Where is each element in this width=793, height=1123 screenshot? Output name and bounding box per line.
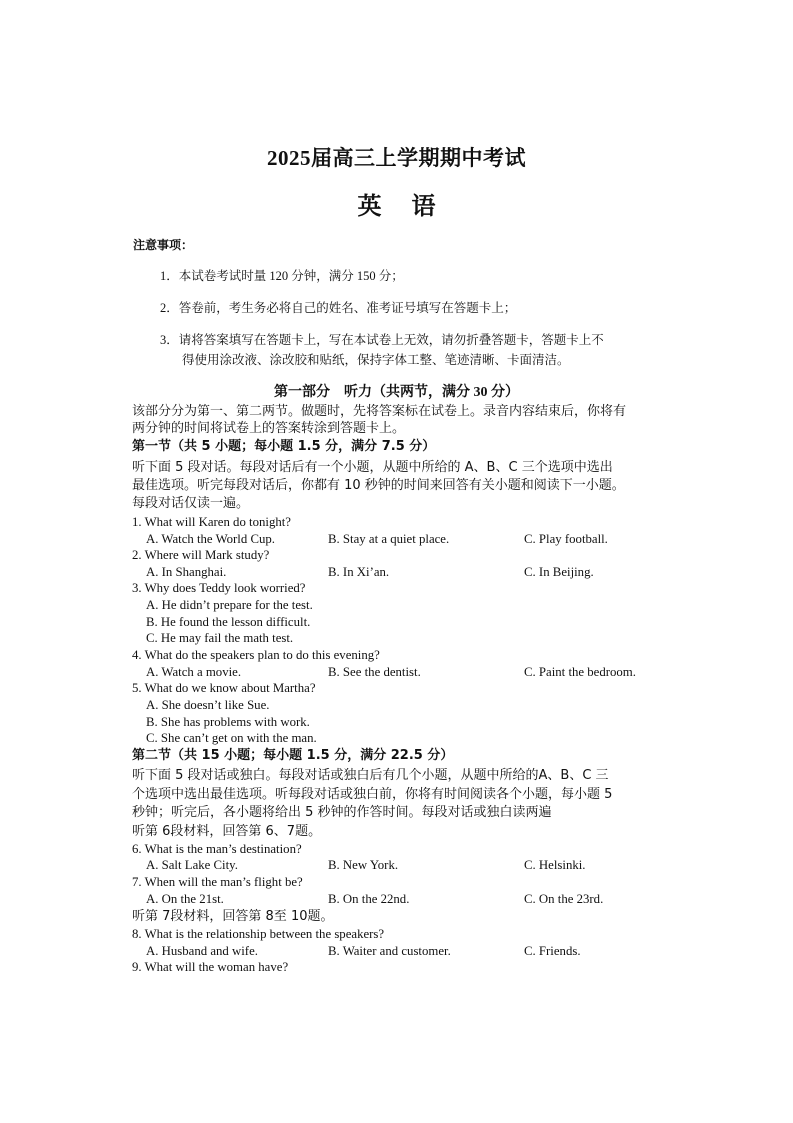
option-a: A. She doesn’t like Sue. [146, 698, 270, 712]
question-stem: 8. What is the relationship between the speakers? [132, 927, 385, 941]
section-intro: 每段对话仅读一遍。 [132, 496, 250, 511]
option-c: C. Paint the bedroom. [524, 665, 636, 679]
option-a: A. On the 21st. [146, 892, 224, 906]
question-stem: 2. Where will Mark study? [132, 548, 270, 562]
option-b: B. See the dentist. [328, 665, 421, 679]
part-heading: 第一部分 听力（共两节，满分 30 分） [274, 385, 519, 400]
option-a: A. He didn’t prepare for the test. [146, 598, 313, 612]
exam-subject: 英语 [357, 194, 466, 220]
section-intro: 个选项中选出最佳选项。听每段对话或独白前，你将有时间阅读各个小题，每小题 5 [132, 787, 613, 802]
option-a: A. In Shanghai. [146, 565, 227, 579]
notice-item: 1．本试卷考试时量 120 分钟，满分 150 分； [160, 269, 404, 283]
notice-item [160, 330, 680, 370]
option-b: B. She has problems with work. [146, 715, 310, 729]
question-stem: 7. When will the man’s flight be? [132, 875, 303, 889]
option-b: B. On the 22nd. [328, 892, 410, 906]
question-stem: 3. Why does Teddy look worried? [132, 581, 306, 595]
option-c: C. Helsinki. [524, 858, 586, 872]
option-c: C. Friends. [524, 944, 581, 958]
notice-heading: 注意事项： [133, 238, 194, 252]
section-intro: 听下面 5 段对话。每段对话后有一个小题，从题中所给的 A、B、C 三个选项中选出 [132, 460, 613, 475]
material-instruction: 听第 6段材料，回答第 6、7题。 [132, 824, 322, 839]
section-heading: 第一节（共 5 小题；每小题 1.5 分，满分 7.5 分） [132, 439, 436, 454]
section-intro: 最佳选项。听完每段对话后，你都有 10 秒钟的时间来回答有关小题和阅读下一小题。 [132, 478, 625, 493]
option-c: C. Play football. [524, 532, 608, 546]
part-intro: 两分钟的时间将试卷上的答案转涂到答题卡上。 [132, 421, 406, 436]
option-b: B. Stay at a quiet place. [328, 532, 450, 546]
option-b: B. Waiter and customer. [328, 944, 451, 958]
question-stem: 9. What will the woman have? [132, 960, 289, 974]
option-a: A. Husband and wife. [146, 944, 258, 958]
notice-item-text: 3．请将答案填写在答题卡上，写在本试卷上无效，请勿折叠答题卡，答题卡上不 [160, 333, 604, 347]
question-stem: 4. What do the speakers plan to do this evening? [132, 648, 380, 662]
option-c: C. On the 23rd. [524, 892, 604, 906]
question-stem: 5. What do we know about Martha? [132, 681, 316, 695]
section-intro: 秒钟；听完后，各小题将给出 5 秒钟的作答时间。每段对话或独白读两遍 [132, 805, 552, 820]
option-c: C. He may fail the math test. [146, 631, 294, 645]
option-b: B. He found the lesson difficult. [146, 615, 311, 629]
material-instruction: 听第 7段材料，回答第 8至 10题。 [132, 909, 334, 924]
option-c: C. She can’t get on with the man. [146, 731, 317, 745]
option-c: C. In Beijing. [524, 565, 594, 579]
exam-title: 2025届高三上学期期中考试 [267, 146, 526, 170]
section-intro: 听下面 5 段对话或独白。每段对话或独白后有几个小题，从题中所给的A、B、C 三 [132, 768, 609, 783]
notice-item-continued: 得使用涂改液、涂改胶和贴纸，保持字体工整、笔迹清晰、卡面清洁。 [182, 353, 570, 367]
section-heading: 第二节（共 15 小题；每小题 1.5 分，满分 22.5 分） [132, 748, 454, 763]
option-a: A. Salt Lake City. [146, 858, 238, 872]
option-b: B. In Xi’an. [328, 565, 390, 579]
part-intro: 该部分分为第一、第二两节。做题时，先将答案标在试卷上。录音内容结束后，你将有 [132, 404, 627, 419]
notice-item: 2．答卷前，考生务必将自己的姓名、准考证号填写在答题卡上； [160, 301, 517, 315]
question-stem: 6. What is the man’s destination? [132, 842, 302, 856]
question-stem: 1. What will Karen do tonight? [132, 515, 291, 529]
option-a: A. Watch the World Cup. [146, 532, 275, 546]
option-a: A. Watch a movie. [146, 665, 242, 679]
option-b: B. New York. [328, 858, 399, 872]
